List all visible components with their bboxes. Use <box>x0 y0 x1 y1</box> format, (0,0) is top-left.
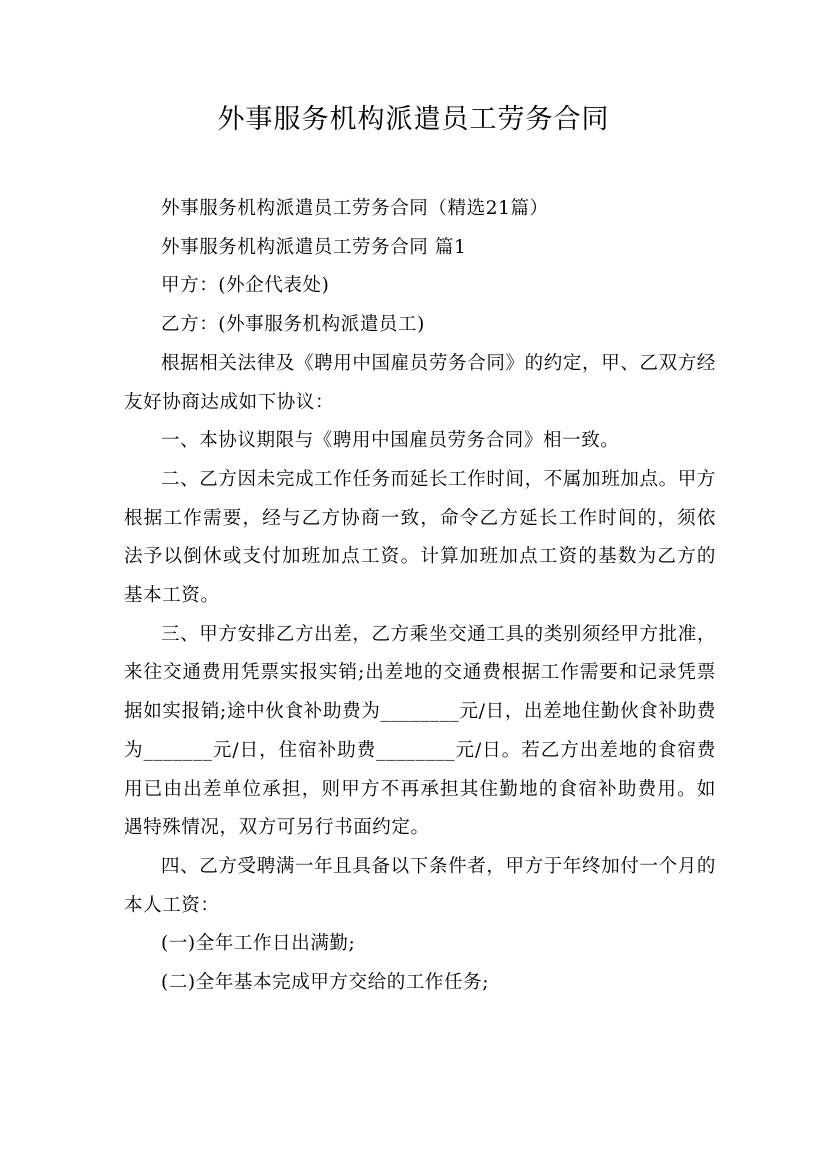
paragraph-preamble: 根据相关法律及《聘用中国雇员劳务合同》的约定，甲、乙双方经友好协商达成如下协议： <box>124 352 716 413</box>
paragraph-subtitle: 外事服务机构派遣员工劳务合同（精选21篇） <box>161 198 549 219</box>
paragraph-clause-1: 一、本协议期限与《聘用中国雇员劳务合同》相一致。 <box>161 430 620 452</box>
paragraph-condition-1: (一)全年工作日出满勤; <box>161 933 356 955</box>
paragraph-party-a: 甲方：(外企代表处) <box>161 275 330 297</box>
paragraph-clause-3: 三、甲方安排乙方出差，乙方乘坐交通工具的类别须经甲方批准，来往交通费用凭票实报实销;出差地的交通费根据工作需要和记录凭票据如实报销;途中伙食补助费为________元/日，出差地住勤伙食补助费为_______元/日，住宿补助费________元/日。若乙方出差地的食宿费用已由出差单位承担，则甲方不再承担其住勤地的食宿补助费用。如遇特殊情况，双方可另行书面约定。 <box>124 623 716 839</box>
paragraph-clause-4: 四、乙方受聘满一年且具备以下条件者，甲方于年终加付一个月的本人工资： <box>124 855 716 916</box>
paragraph-section-heading: 外事服务机构派遣员工劳务合同 篇1 <box>161 236 467 258</box>
paragraph-party-b: 乙方：(外事服务机构派遣员工) <box>161 314 425 336</box>
paragraph-condition-2: (二)全年基本完成甲方交给的工作任务; <box>161 972 490 994</box>
document-title: 外事服务机构派遣员工劳务合同 <box>217 104 610 135</box>
paragraph-clause-2: 二、乙方因未完成工作任务而延长工作时间，不属加班加点。甲方根据工作需要，经与乙方协商一致，命令乙方延长工作时间的，须依法予以倒休或支付加班加点工资。计算加班加点工资的基数为乙方的基本工资。 <box>124 468 716 607</box>
document-body <box>124 190 716 1003</box>
